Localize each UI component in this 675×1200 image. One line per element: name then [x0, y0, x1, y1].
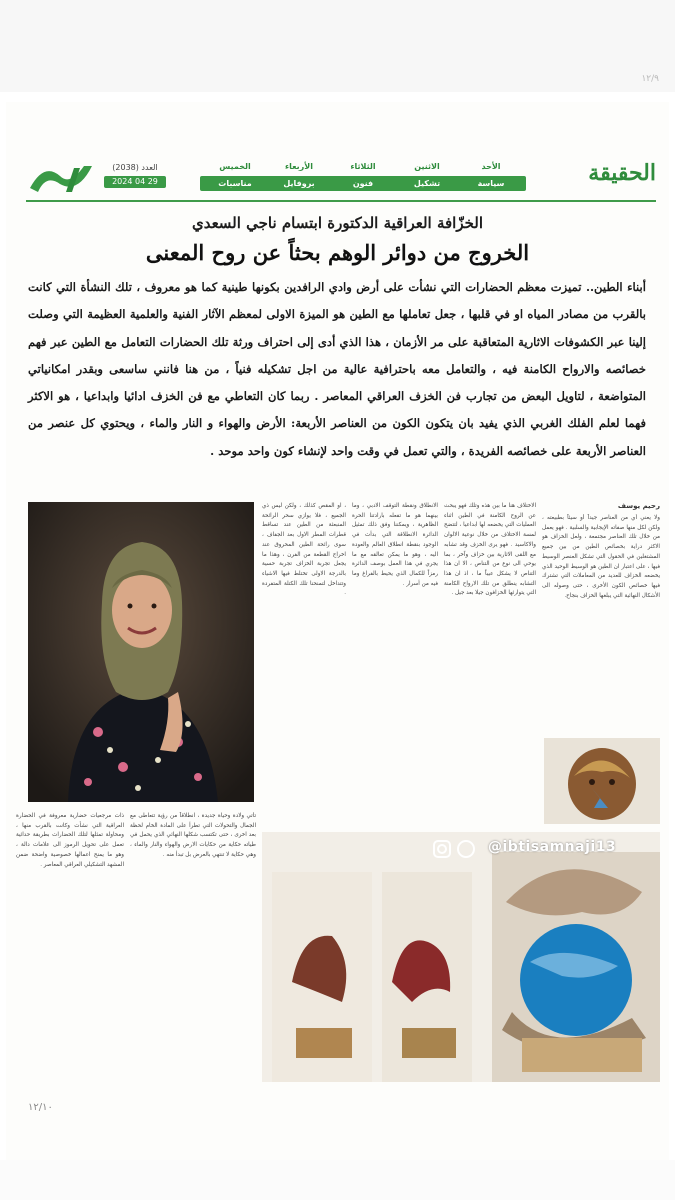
section-name: سياسة: [456, 176, 526, 191]
section-name: بروفايل: [264, 176, 334, 191]
newspaper-page: [6, 102, 669, 1160]
article-intro: أبناء الطين.. تميزت معظم الحضارات التي نشأت على أرض وادي الرافدين بكونها طينية كما هو معروف ، تلك النشأة التي كانت بالقرب من مصادر المياه او في قلبها ، جعل تعاملها مع الطين هو الميزة الاولى لمعظم الآثار الفنية والعلمية العظيمة التي وصلت إلينا عبر الكشوفات الاثارية المتعاقبة على مر الأزمان ، هذا الذي أدى إلى احتراف ورثة تلك الحضارات التعامل مع الطين عبر فهم خصائصه والارواح الكامنة فيه ، والتعامل معه باحترافية عالية من اجل تشكيله فنياً ، من هنا فانني ساسعى وبقدر امكانياتي المتواضعة ، لتاويل البعض من تجارب فن الخزف العراقي المعاصر . ربما كان التعاطي مع فن الخزف ادائيا وابداعيا ، هو الاكثر فهما لعلم الفلك الغربي الذي يفيد بان يتكون الكون من العناصر الأربعة: الأرض والهواء و النار والماء ، ويحتوي كل عنصر من العناصر الأربعة على خصائصه الفريدة ، والتي تعمل في وقت واحد لإنشاء كون واحد موحد .: [28, 280, 646, 458]
section-thursday: [200, 160, 270, 200]
column-text: تأتي ولادة وحياة جديدة ، انطلاقاً من رؤية تتعاطى مع الجمال والتحولات التي تطرأ على المادة الخام لحظة بعد اخرى ، حتى تكتسب شكلها النهائي الذي يحمل في طياته حكاية من حكايات الارض والهواء والنار والماء ، وهي حكاية لا تنتهي بالعرض بل تبدأ منه .: [130, 813, 256, 858]
brand-emblem-icon: [26, 158, 98, 198]
sculpture-photo: [544, 738, 660, 824]
writer-name: رحيم يوسف: [617, 502, 660, 510]
article-column: ولا يعني أي من العناصر جيداً أو سيئاً بطبيعته ، ولكن لكل منها صفاته الإيجابية والسلبية . فهو يعمل من خلال تلك العناصر مجتمعة ، ولعل الخزاف هو الاكثر دراية بخصائص الطين من بين جميع المشتغلين في الحقول التي تشكل العنصر الوسيط فيها ، على اعتبار ان الطين هو الوسيط الوحيد الذي يخضعه الخزاف للعديد من المعاملات التي تشترك فيها خصائص الكون الأخرى ، حتى وصوله الى الأشكال النهائية التي يبلغها الخزاف بنجاح.: [542, 515, 660, 599]
sculpture-head-image: [544, 738, 660, 824]
section-name: فنون: [328, 176, 398, 191]
article-headline: الخروج من دوائر الوهم بحثاً عن روح المعنى: [145, 240, 530, 265]
column-text: الانطلاق ونقطة التوقف الادبي ، وما بينهما هو ما تفعله بارادتنا الحرة الظاهرية ، ويمكننا وفق ذلك تمثيل الدائرة الانطلاقة التي بدأت في الوجود بنقطة انطلاق العالم والعودة اليه ، وهو ما يمكن تعالقه مع ما يجري في هذا العمل بوصف الدائرة رمزاً للكمال الذي يحيط بالفراغ وما فيه من أسرار .: [352, 503, 438, 587]
masthead: [26, 158, 656, 202]
column-text: الاختلاف هنا ما بين هذه وتلك فهو يبحث عن الروح الكامنة في الطين اثناء العمليات التي يخضعه لها ابداعيا ، لتتضح لمسة الاختلاف من خلال نوعية الالوان والاكاسيد . فهو يرى الخزف وقد تشابه مع اللقى الاثارية بين خزاف وآخر ، بما يوحي الى نوع من التناص ، الا ان هذا التناص لا يشكل عيباً ما ، اذ ان هذا التشابه ينطلق من تلك الارواح الكامنة التي يتوارثها الخزافون جيلا بعد جيل .: [444, 503, 536, 597]
section-wednesday: [264, 160, 334, 200]
section-day: الاثنين: [414, 162, 440, 171]
article-byline: الخزّافة العراقية الدكتورة ابتسام ناجي السعدي: [191, 214, 484, 232]
top-page-number: ١٢/٩: [641, 74, 659, 84]
issue-info: [104, 162, 166, 194]
section-day: الأربعاء: [285, 162, 313, 171]
artworks-photo: [262, 832, 660, 1082]
section-tuesday: [328, 160, 398, 200]
section-sunday: [456, 160, 526, 200]
column-text: ذات مرجعيات حضارية معروفة في الحضارة العراقية التي نشأت وكانت بالقرب منها ، ومحاولة تمثلها لتلك الحضارات بطريقة حداثية تعمل على تحويل الرموز الى علامات دالة ، وهو ما يمنح اعمالها خصوصية واضحة ضمن المشهد التشكيلي العراقي المعاصر .: [16, 813, 124, 868]
newspaper-logo: الحقيقة: [588, 160, 656, 186]
story-bottom-strip: [0, 1160, 675, 1200]
artist-portrait: [28, 502, 254, 802]
ceramic-artworks-image: [262, 832, 660, 1082]
social-icons: [432, 839, 484, 859]
portrait-image: [28, 502, 254, 802]
column-text: ، او المقص كذلك ، ولكن ليس ذي الجميع ، فلا يوازي سحر الرائحة المنبعثة من الطين عند تساقط قطرات المطر الاول بعد الجفاف ، سوى رائحة الطين المحروق عند اخراج القطعة من الفرن ، وهذا ما يجعل تجربة الخزاف تجربة حسية بالدرجة الاولى تختلط فيها الاشياء وتتداخل لتمنحنا تلك الكتلة المتفردة .: [262, 503, 346, 597]
section-tabs: [206, 160, 526, 200]
article-column: [262, 502, 346, 822]
issue-number: العدد (2038): [112, 163, 158, 172]
issue-date: 2024 04 29: [104, 176, 166, 188]
section-day: الخميس: [219, 162, 251, 171]
story-top-strip: [0, 0, 675, 92]
section-name: تشكيل: [392, 176, 462, 191]
article-column: [16, 812, 124, 1082]
article-column: [130, 812, 256, 1082]
section-name: مناسبات: [200, 176, 270, 191]
section-day: الثلاثاء: [350, 162, 376, 171]
section-monday: [392, 160, 462, 200]
social-handle: [488, 836, 616, 860]
instagram-handle: @ibtisamnaji13: [488, 839, 617, 855]
section-day: الأحد: [481, 162, 501, 171]
bottom-page-number: ١٢/١٠: [28, 1102, 53, 1113]
article-body: [16, 502, 660, 1082]
